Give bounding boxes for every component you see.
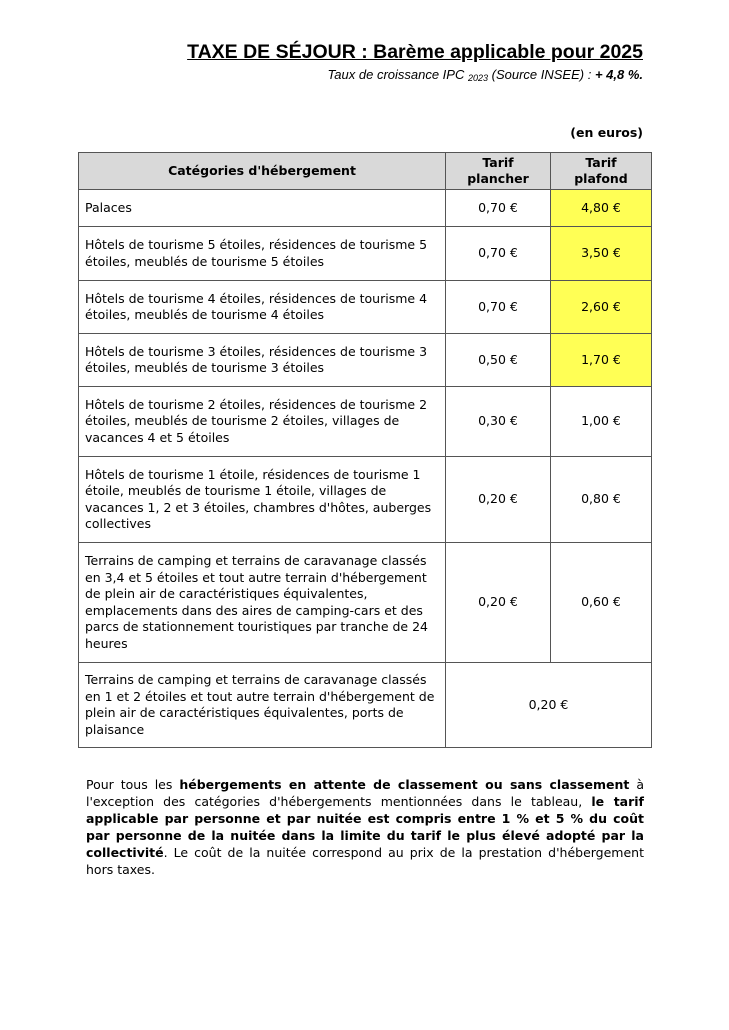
plancher-cell: 0,20 € [446, 543, 551, 663]
column-header-plafond: Tarif plafond [551, 153, 652, 190]
note-paragraph [86, 776, 644, 878]
category-cell: Hôtels de tourisme 5 étoiles, résidences de tourisme 5 étoiles, meublés de tourisme 5 étoiles [79, 227, 446, 281]
column-header-category: Catégories d'hébergement [79, 153, 446, 190]
table-row [79, 663, 652, 748]
category-cell: Hôtels de tourisme 1 étoile, résidences de tourisme 1 étoile, meublés de tourisme 1 étoile, villages de vacances 1, 2 et 3 étoiles, chambres d'hôtes, auberges collectives [79, 457, 446, 543]
subtitle-prefix: Taux de croissance IPC [327, 67, 468, 82]
plafond-cell: 4,80 € [551, 190, 652, 227]
table-row [79, 281, 652, 334]
plancher-cell: 0,70 € [446, 190, 551, 227]
note-text-2: à l'exception des catégories d'hébergements mentionnées dans le tableau, [86, 777, 644, 809]
plafond-cell: 1,70 € [551, 334, 652, 387]
plafond-cell: 2,60 € [551, 281, 652, 334]
category-cell: Terrains de camping et terrains de caravanage classés en 3,4 et 5 étoiles et tout autre terrain d'hébergement de plein air de caractéristiques équivalentes, emplacements dans des aires de camping-cars et des parcs de stationnement touristiques par tranche de 24 heures [79, 543, 446, 663]
plancher-cell: 0,70 € [446, 227, 551, 281]
note-text-1: Pour tous les [86, 777, 180, 792]
document-title: TAXE DE SÉJOUR : Barème applicable pour 2025 [187, 41, 643, 63]
column-header-plancher: Tarif plancher [446, 153, 551, 190]
tariff-table [78, 152, 652, 748]
subtitle-rate: + 4,8 %. [594, 67, 643, 82]
table-row [79, 543, 652, 663]
combined-tarif-cell: 0,20 € [446, 663, 652, 748]
plancher-cell: 0,50 € [446, 334, 551, 387]
plafond-cell: 3,50 € [551, 227, 652, 281]
plancher-cell: 0,30 € [446, 387, 551, 457]
subtitle-year: 2023 [467, 73, 489, 83]
note-bold-2: le tarif applicable par personne et par nuitée est compris entre 1 % et 5 % du coût par personne de la nuitée dans la limite du tarif le plus élevé adopté par la collectivité [86, 794, 644, 860]
table-row [79, 387, 652, 457]
plafond-cell: 0,80 € [551, 457, 652, 543]
plafond-cell: 1,00 € [551, 387, 652, 457]
category-cell: Terrains de camping et terrains de caravanage classés en 1 et 2 étoiles et tout autre terrain d'hébergement de plein air de caractéristiques équivalentes, ports de plaisance [79, 663, 446, 748]
plafond-cell: 0,60 € [551, 543, 652, 663]
category-cell: Palaces [79, 190, 446, 227]
category-cell: Hôtels de tourisme 4 étoiles, résidences de tourisme 4 étoiles, meublés de tourisme 4 étoiles [79, 281, 446, 334]
note-bold-1: hébergements en attente de classement ou sans classement [179, 777, 630, 792]
plancher-cell: 0,70 € [446, 281, 551, 334]
table-row [79, 457, 652, 543]
subtitle-source: (Source INSEE) : [488, 67, 595, 82]
category-cell: Hôtels de tourisme 3 étoiles, résidences de tourisme 3 étoiles, meublés de tourisme 3 étoiles [79, 334, 446, 387]
unit-label: (en euros) [570, 125, 643, 140]
table-row [79, 227, 652, 281]
table-row [79, 190, 652, 227]
document-subtitle [328, 67, 643, 83]
table-row [79, 334, 652, 387]
category-cell: Hôtels de tourisme 2 étoiles, résidences de tourisme 2 étoiles, meublés de tourisme 2 étoiles, villages de vacances 4 et 5 étoiles [79, 387, 446, 457]
note-text-3: . Le coût de la nuitée correspond au prix de la prestation d'hébergement hors taxes. [86, 845, 644, 877]
table-header-row [79, 153, 652, 190]
plancher-cell: 0,20 € [446, 457, 551, 543]
